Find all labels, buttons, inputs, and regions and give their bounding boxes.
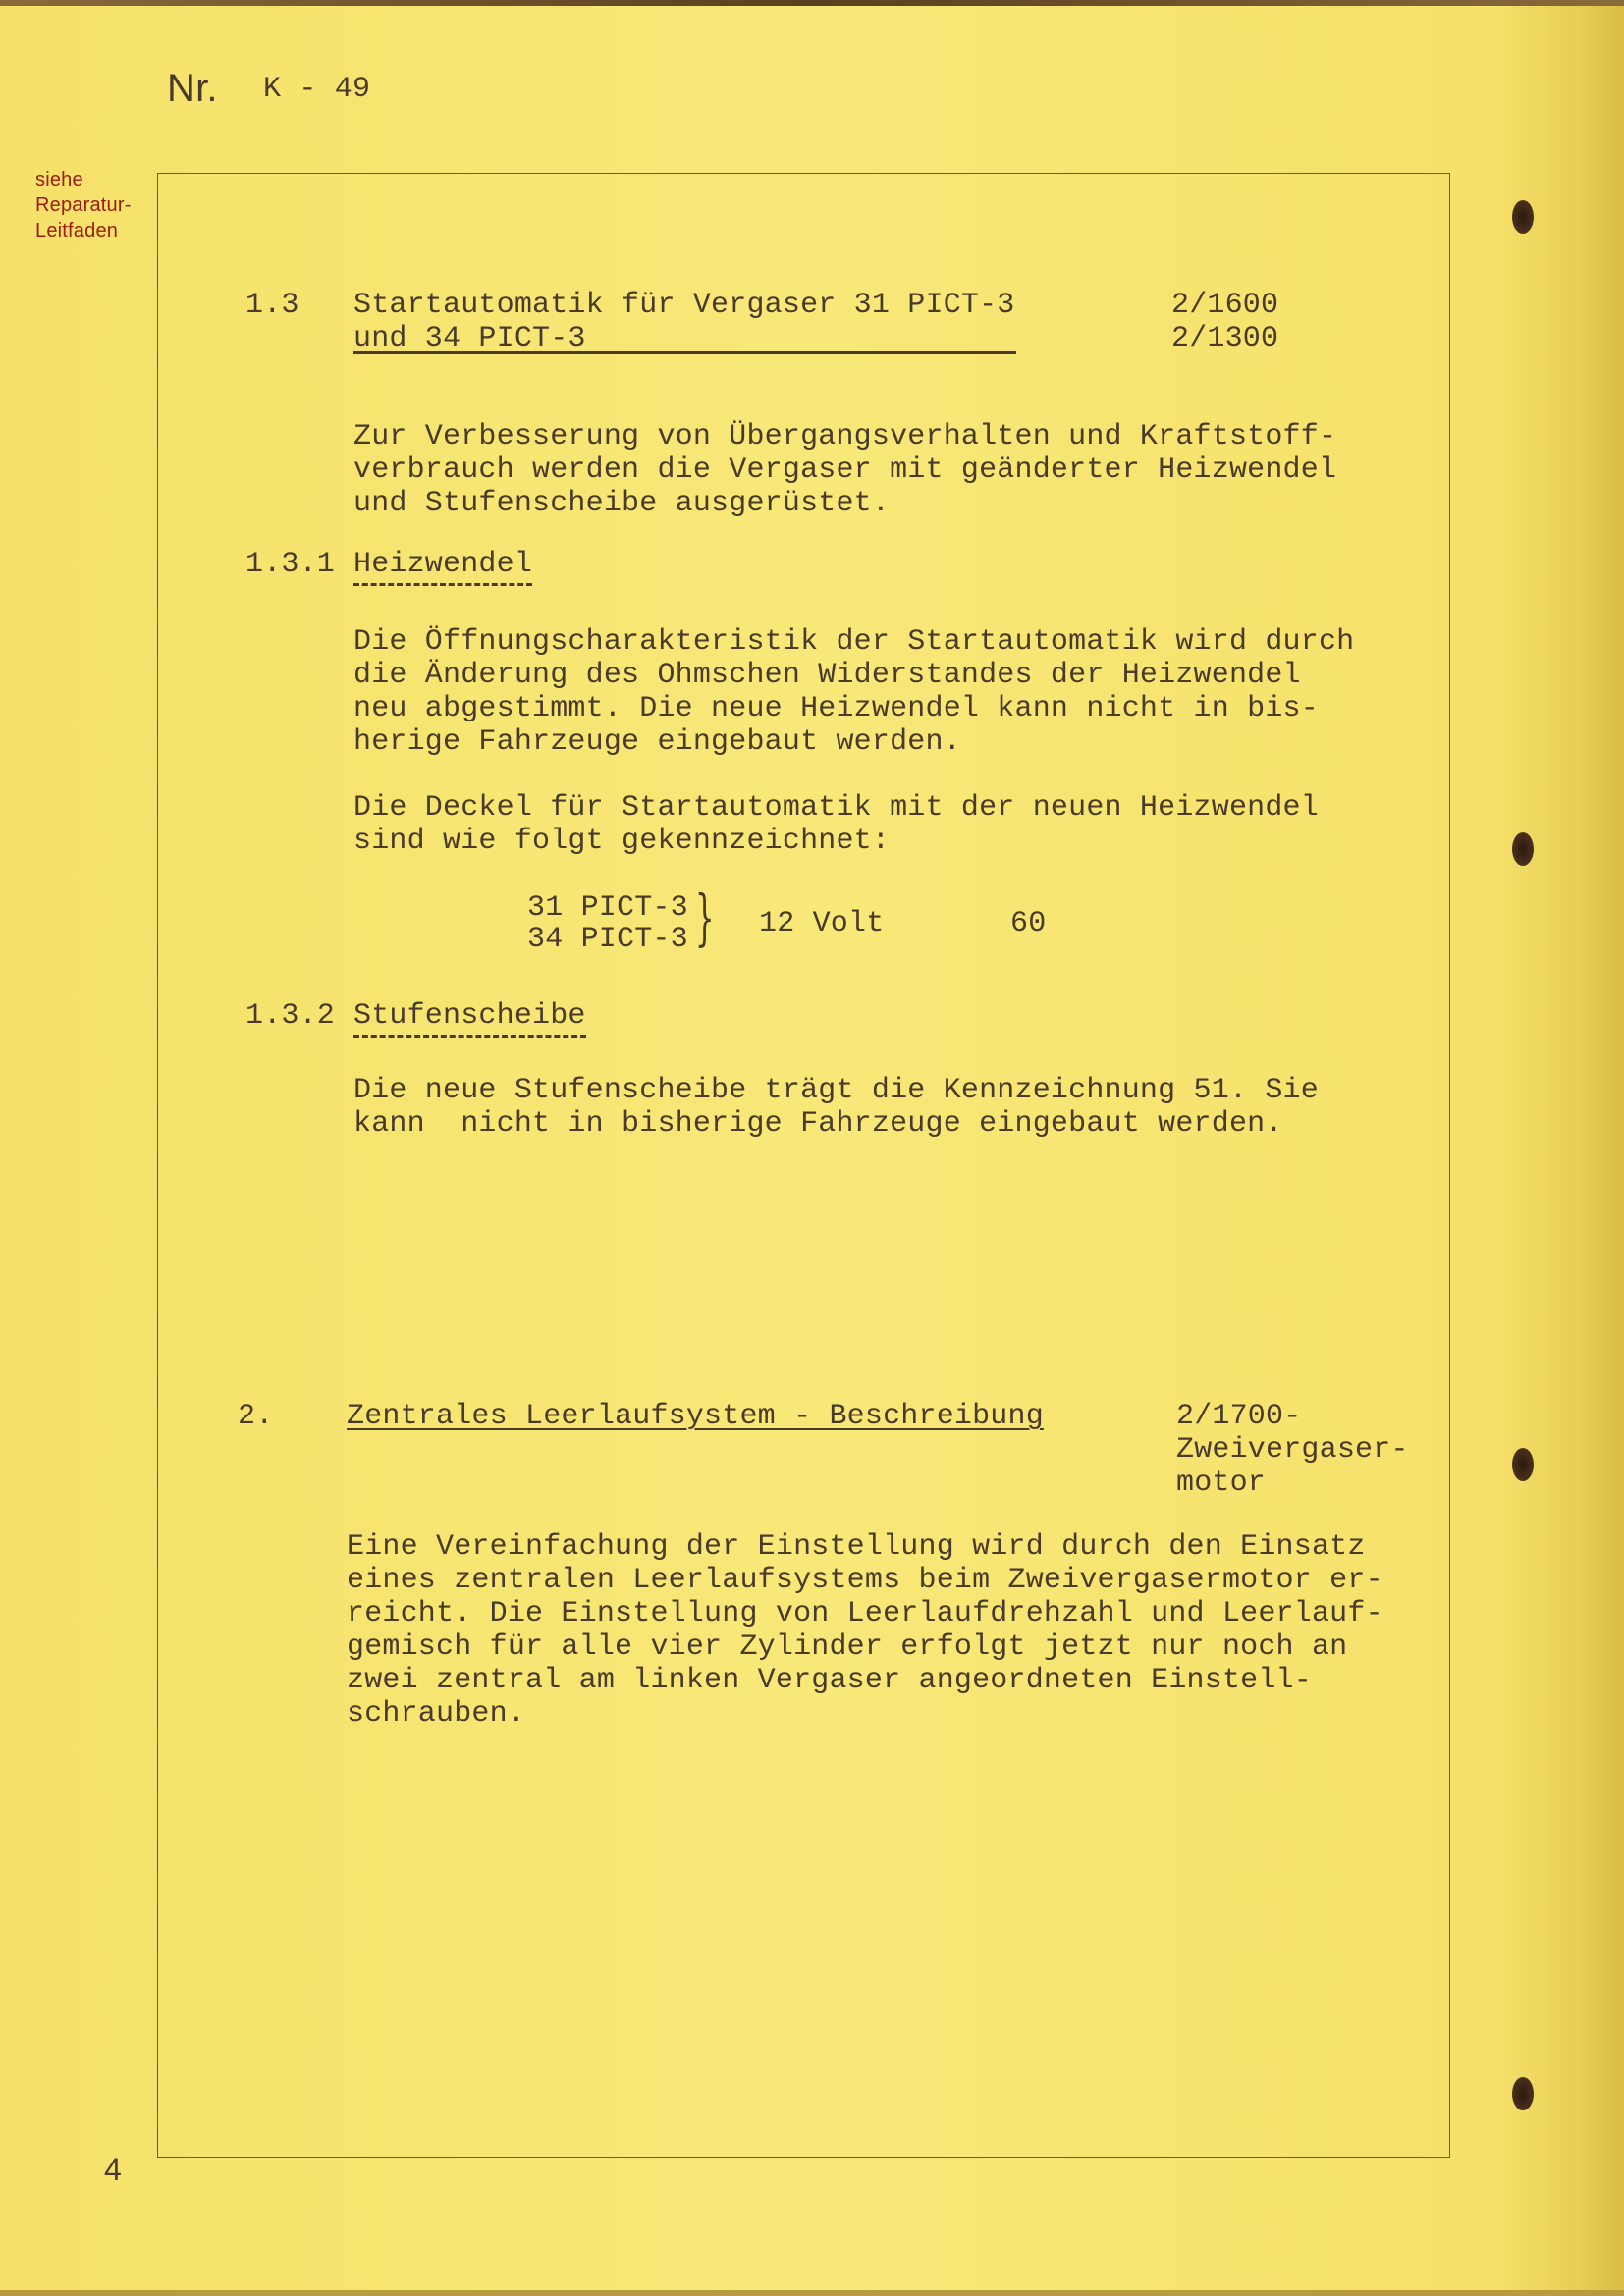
margin-note-3: Leitfaden [35, 220, 119, 241]
paragraph-line: schrauben. [347, 1697, 526, 1731]
paragraph-line: und Stufenscheibe ausgerüstet. [353, 487, 891, 520]
section-title: Stufenscheibe [353, 999, 586, 1038]
paragraph-line: reicht. Die Einstellung von Leerlaufdrehzahl und Leerlauf- [347, 1597, 1383, 1630]
paragraph-line: Die neue Stufenscheibe trägt die Kennzeichnung 51. Sie [353, 1074, 1319, 1107]
section-number: 1.3.2 [245, 999, 336, 1033]
marking-value: 60 [1010, 907, 1047, 940]
section-title: Heizwendel [353, 548, 532, 586]
paragraph-line: herige Fahrzeuge eingebaut werden. [353, 725, 961, 759]
document-number: K - 49 [263, 73, 371, 106]
section-ref: Zweivergaser- [1176, 1433, 1409, 1467]
paragraph-line: die Änderung des Ohmschen Widerstandes der Heizwendel [353, 659, 1301, 692]
section-number: 1.3.1 [245, 548, 336, 581]
punch-hole [1512, 200, 1534, 234]
section-ref: 2/1300 [1171, 322, 1279, 355]
section-number: 2. [238, 1400, 274, 1433]
section-ref: 2/1700- [1176, 1400, 1302, 1433]
paragraph-line: zwei zentral am linken Vergaser angeordneten Einstell- [347, 1664, 1312, 1697]
paragraph-line: eines zentralen Leerlaufsystems beim Zweivergasermotor er- [347, 1564, 1383, 1597]
paragraph-line: sind wie folgt gekennzeichnet: [353, 825, 891, 858]
punch-hole [1512, 1448, 1534, 1481]
section-title: Zentrales Leerlaufsystem - Beschreibung [347, 1400, 1044, 1433]
section-ref: motor [1176, 1467, 1267, 1500]
margin-note-1: siehe [35, 169, 83, 190]
model-label: 34 PICT-3 [527, 923, 688, 956]
punch-hole [1512, 2077, 1534, 2110]
section-ref: 2/1600 [1171, 289, 1279, 322]
paragraph-line: kann nicht in bisherige Fahrzeuge eingebaut werden. [353, 1107, 1283, 1141]
page-bottom-edge [0, 2290, 1624, 2296]
paragraph-line: Die Deckel für Startautomatik mit der neuen Heizwendel [353, 791, 1319, 825]
section-number: 1.3 [245, 289, 299, 322]
page-top-edge [0, 0, 1624, 6]
voltage-value: 12 Volt [759, 907, 885, 940]
paragraph-line: Zur Verbesserung von Übergangsverhalten und Kraftstoff- [353, 420, 1337, 454]
paragraph-line: verbrauch werden die Vergaser mit geänderter Heizwendel [353, 454, 1337, 487]
margin-note-2: Reparatur- [35, 194, 132, 216]
paragraph-line: neu abgestimmt. Die neue Heizwendel kann nicht in bis- [353, 692, 1319, 725]
model-label: 31 PICT-3 [527, 891, 688, 925]
page-number: 4 [104, 2152, 122, 2187]
paragraph-line: Eine Vereinfachung der Einstellung wird durch den Einsatz [347, 1530, 1366, 1564]
nr-label: Nr. [167, 67, 218, 110]
punch-hole [1512, 832, 1534, 866]
paragraph-line: gemisch für alle vier Zylinder erfolgt jetzt nur noch an [347, 1630, 1348, 1664]
brace-symbol: } [694, 881, 715, 953]
paragraph-line: Die Öffnungscharakteristik der Startautomatik wird durch [353, 625, 1355, 659]
section-title: Startautomatik für Vergaser 31 PICT-3 [353, 289, 1015, 322]
section-title: und 34 PICT-3 [353, 322, 1016, 354]
